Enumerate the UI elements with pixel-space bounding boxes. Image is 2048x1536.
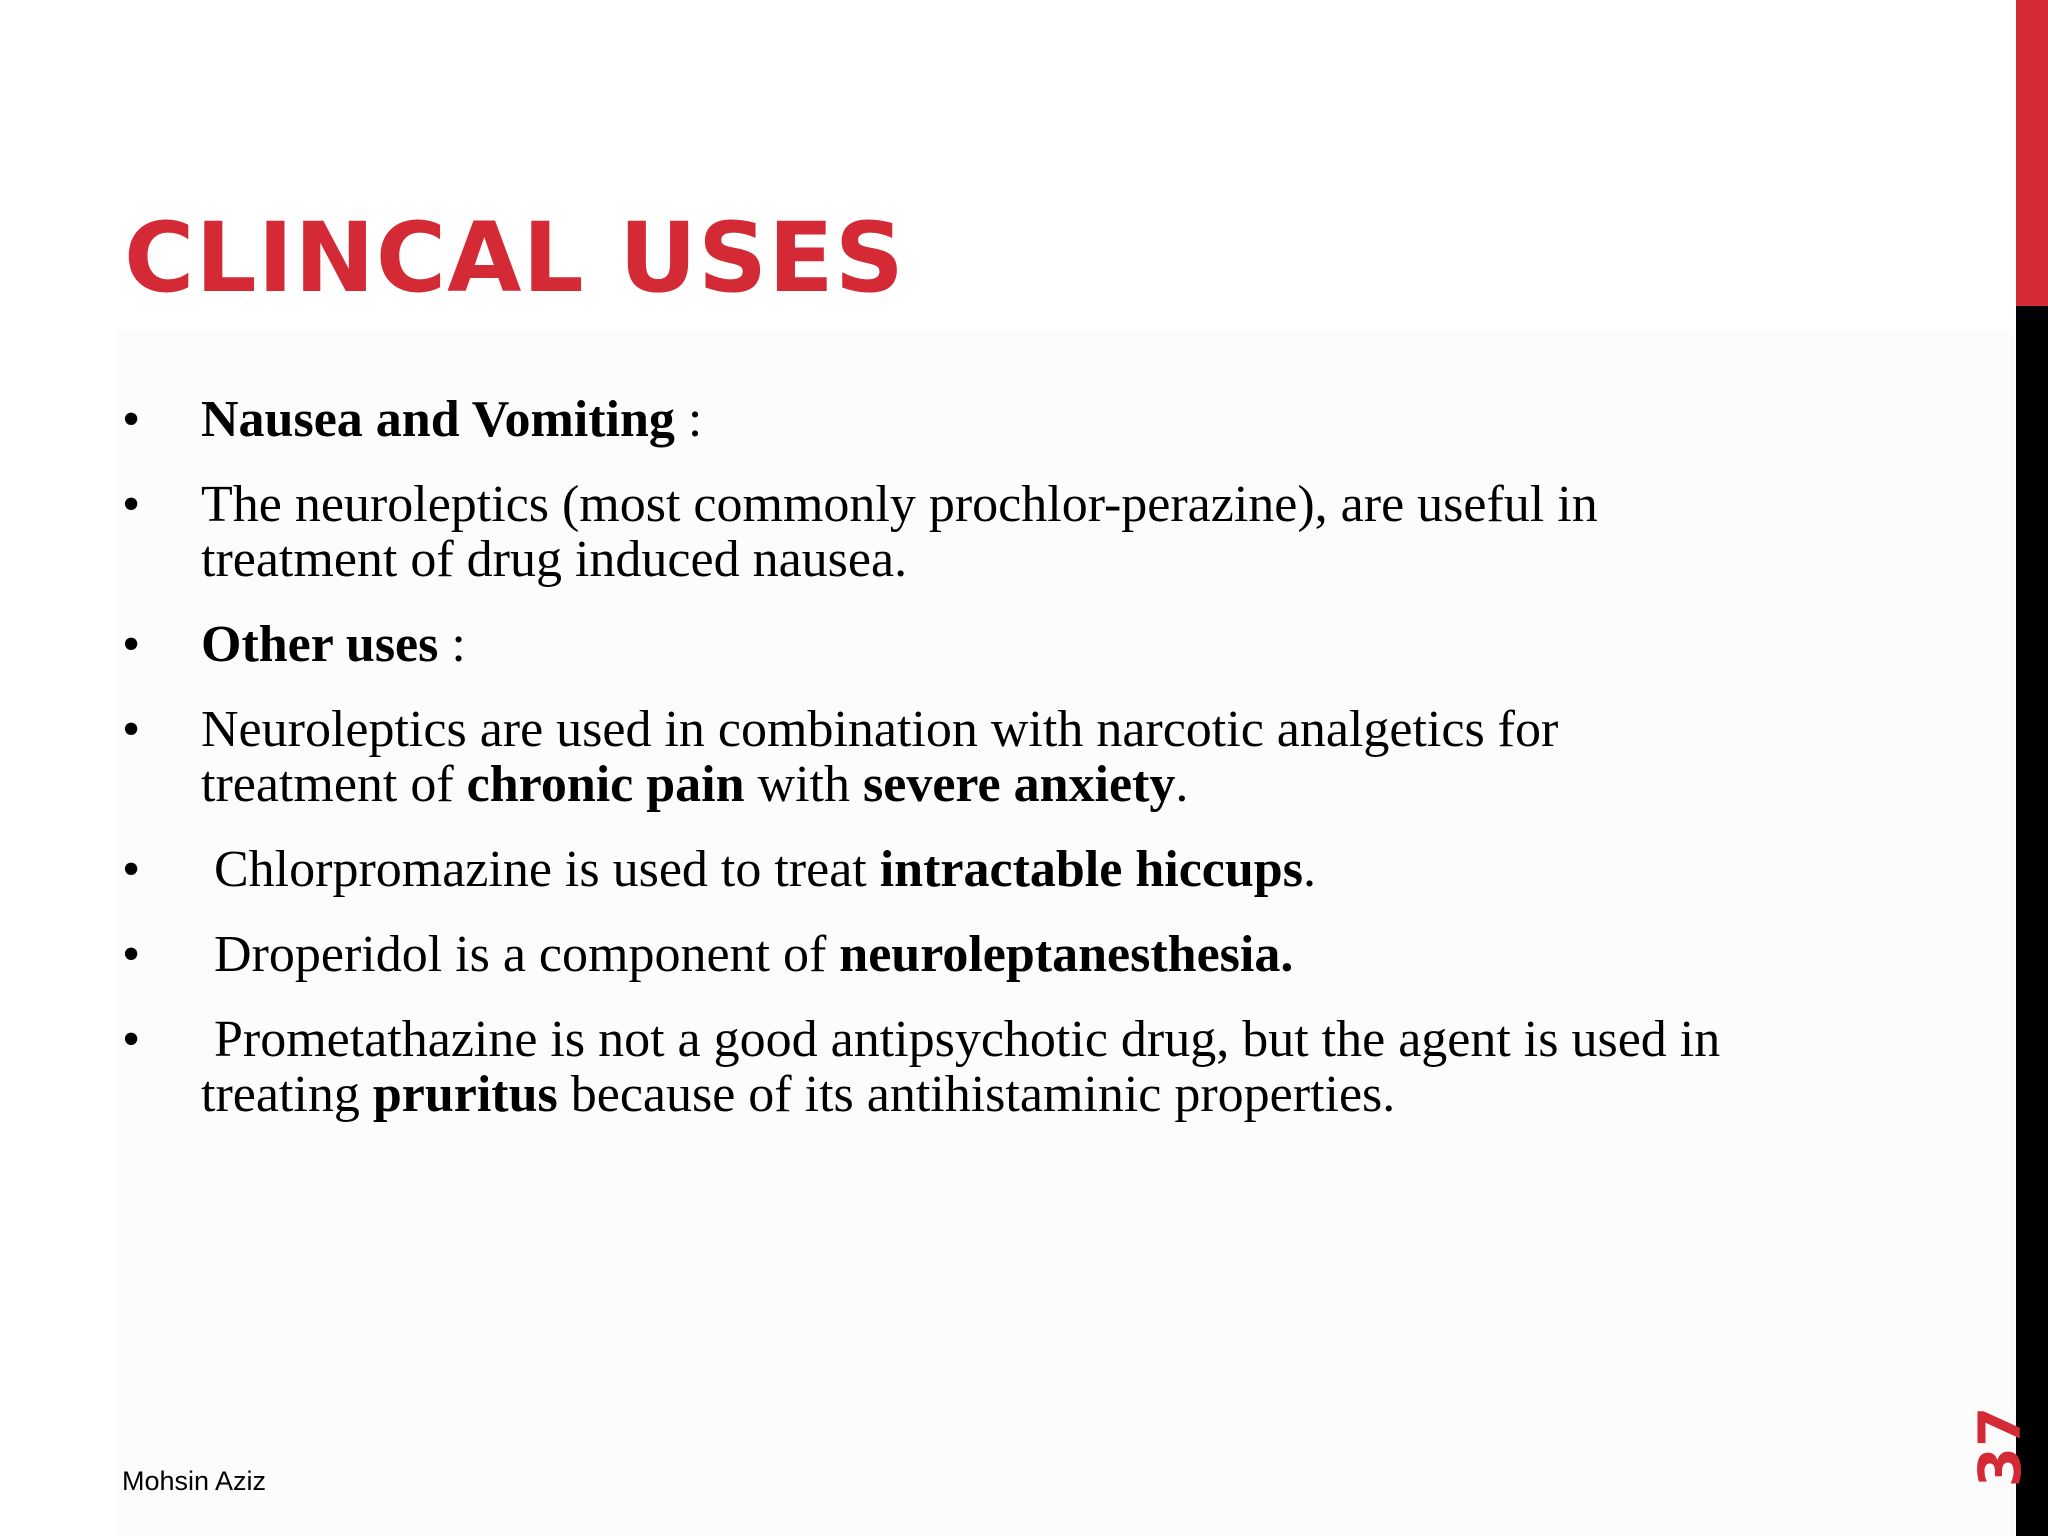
text-run: Prometathazine is not a good antipsychotic drug, but the agent is used in treating <box>201 1011 1721 1123</box>
bullet-text <box>201 476 1598 588</box>
bullet-dot-icon: • <box>122 1011 141 1068</box>
bullet-text <box>201 701 1558 813</box>
bold-run: Other uses <box>201 616 439 673</box>
text-run: . <box>1302 841 1316 898</box>
bold-run: chronic pain <box>466 756 745 813</box>
bullet-text <box>201 391 702 448</box>
bullet-item <box>122 927 1742 982</box>
bullet-item <box>122 1012 1742 1122</box>
accent-sidebar-red <box>2016 0 2048 306</box>
footer-author: Mohsin Aziz <box>122 1466 267 1496</box>
bold-run: intractable hiccups <box>879 841 1303 898</box>
bullet-dot-icon: • <box>122 926 141 983</box>
text-run: because of its antihistaminic properties. <box>557 1066 1396 1123</box>
bullet-dot-icon: • <box>122 701 141 758</box>
bullet-text <box>201 841 1316 898</box>
bullet-item <box>122 617 1742 672</box>
bullet-text <box>201 616 466 673</box>
bold-run: severe anxiety <box>863 756 1176 813</box>
bullet-item <box>122 842 1742 897</box>
accent-sidebar-black <box>2016 306 2048 1536</box>
text-run: The neuroleptics (most commonly prochlor-perazine), are useful in treatment of drug induced nausea. <box>201 476 1598 588</box>
bullet-item <box>122 702 1742 812</box>
text-run: : <box>438 616 466 673</box>
bold-run: pruritus <box>372 1066 558 1123</box>
text-run: . <box>1175 756 1189 813</box>
text-run: with <box>744 756 863 813</box>
text-run: Neuroleptics are used in combination with narcotic analgetics for treatment of <box>201 701 1559 813</box>
text-run: Droperidol is a component of <box>214 926 840 983</box>
slide-title: CLINCAL USES <box>124 202 905 314</box>
page-number: 37 <box>1966 1406 2034 1488</box>
bullet-dot-icon: • <box>122 841 141 898</box>
bold-run: Nausea and Vomiting <box>201 391 675 448</box>
bullet-dot-icon: • <box>122 391 141 448</box>
bullet-list <box>122 392 1742 1152</box>
bullet-dot-icon: • <box>122 476 141 533</box>
bullet-item <box>122 392 1742 447</box>
bullet-text <box>201 926 1293 983</box>
bold-run: neuroleptanesthesia. <box>839 926 1294 983</box>
bullet-item <box>122 477 1742 587</box>
bullet-dot-icon: • <box>122 616 141 673</box>
text-run: : <box>674 391 703 448</box>
bullet-text <box>201 1011 1720 1123</box>
text-run: Chlorpromazine is used to treat <box>214 841 880 898</box>
